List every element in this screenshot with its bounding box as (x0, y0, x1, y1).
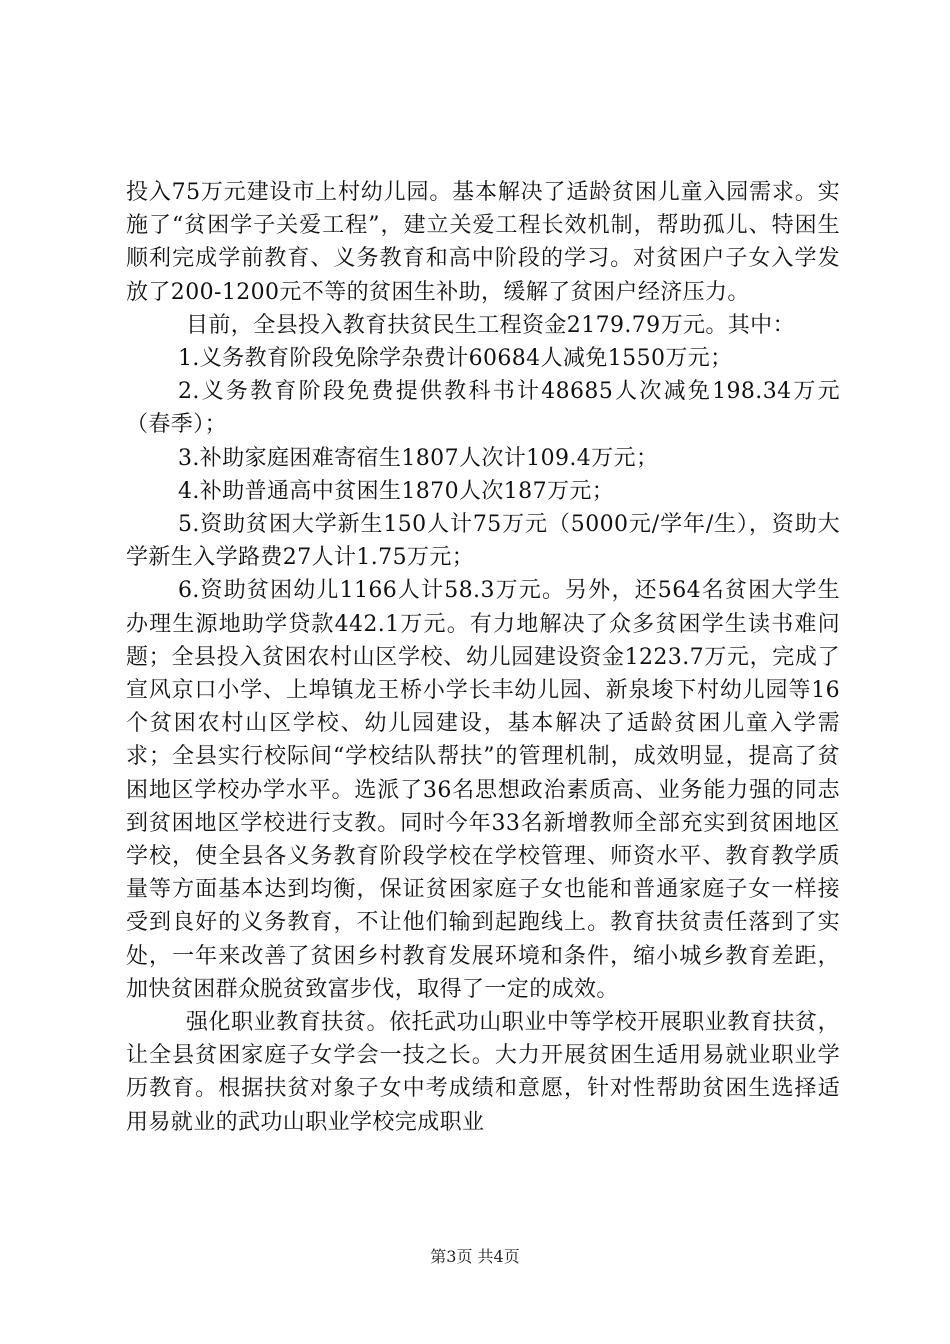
paragraph-summary: 目前，全县投入教育扶贫民生工程资金2179.79万元。其中： (186, 312, 795, 338)
list-item-3: 3.补助家庭困难寄宿生1807人次计109.4万元； (178, 445, 659, 471)
list-item-2: 2.义务教育阶段免费提供教科书计48685人次减免198.34万元（春季）； (126, 379, 840, 438)
document-body (126, 176, 840, 1139)
list-item-1: 1.义务教育阶段免除学杂费计60684人减免1550万元； (178, 346, 733, 372)
list-item-4: 4.补助普通高中贫困生1870人次187万元； (178, 478, 615, 504)
paragraph-vocational: 强化职业教育扶贫。依托武功山职业中等学校开展职业教育扶贫，让全县贫困家庭子女学会一技之长。大力开展贫困生适用易就业职业学历教育。根据扶贫对象子女中考成绩和意愿，针对性帮助贫困生选择适用易就业的武功山职业学校完成职业 (126, 1010, 840, 1135)
page-number: 第3页 共4页 (430, 1247, 520, 1266)
list-item-5: 5.资助贫困大学新生150人计75万元（5000元/学年/生），资助大学新生入学路费27人计1.75万元； (126, 512, 840, 571)
page-footer (0, 1244, 950, 1267)
list-item-6: 6.资助贫困幼儿1166人计58.3万元。另外，还564名贫困大学生办理生源地助学贷款442.1万元。有力地解决了众多贫困学生读书难问题；全县投入贫困农村山区学校、幼儿园建设资金1223.7万元，完成了宣风京口小学、上埠镇龙王桥小学长丰幼儿园、新泉埈下村幼儿园等16个贫困农村山区学校、幼儿园建设，基本解决了适龄贫困儿童入学需求；全县实行校际间“学校结队帮扶”的管理机制，成效明显，提高了贫困地区学校办学水平。选派了36名思想政治素质高、业务能力强的同志到贫困地区学校进行支教。同时今年33名新增教师全部充实到贫困地区学校，使全县各义务教育阶段学校在学校管理、师资水平、教育教学质量等方面基本达到均衡，保证贫困家庭子女也能和普通家庭子女一样接受到良好的义务教育，不让他们输到起跑线上。教育扶贫责任落到了实处，一年来改善了贫困乡村教育发展环境和条件，缩小城乡教育差距，加快贫困群众脱贫致富步伐，取得了一定的成效。 (126, 578, 840, 1002)
paragraph-continuation: 投入75万元建设市上村幼儿园。基本解决了适龄贫困儿童入园需求。实施了“贫困学子关爱工程”，建立关爱工程长效机制，帮助孤儿、特困生顺利完成学前教育、义务教育和高中阶段的学习。对贫困户子女入学发放了200-1200元不等的贫困生补助，缓解了贫困户经济压力。 (126, 180, 840, 305)
